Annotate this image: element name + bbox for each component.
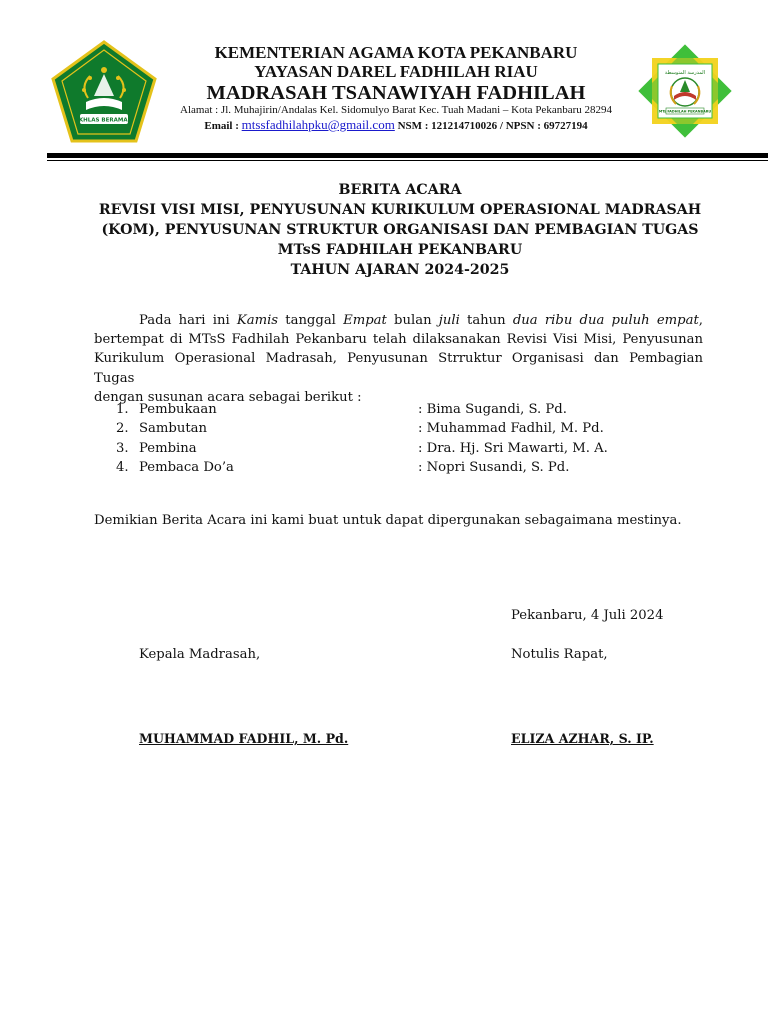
- intro-line-1: Pada hari ini Kamis tanggal Empat bulan juli tahun dua ribu dua puluh empat,: [139, 313, 703, 328]
- intro-line-2: bertempat di MTsS Fadhilah Pekanbaru telah dilaksanakan Revisi Visi Misi, Penyusunan: [94, 332, 703, 348]
- agenda-value: : Bima Sugandi, S. Pd.: [418, 402, 567, 417]
- kop-yayasan: YAYASAN DAREL FADHILAH RIAU: [254, 62, 538, 81]
- kop-address: Alamat : Jl. Muhajirin/Andalas Kel. Sidomulyo Barat Kec. Tuah Madani – Kota Pekanbaru 28294: [180, 104, 612, 116]
- agenda-number: 3.: [116, 441, 129, 456]
- kop-madrasah: MADRASAH TSANAWIYAH FADHILAH: [206, 82, 586, 104]
- kop-kementerian: KEMENTERIAN AGAMA KOTA PEKANBARU: [214, 43, 578, 62]
- agenda-number: 4.: [116, 460, 129, 475]
- kop-contact: [12, 117, 768, 133]
- doc-title: BERITA ACARA: [338, 182, 462, 198]
- email-link[interactable]: mtssfadhilahpku@gmail.com: [241, 117, 395, 132]
- closing-sentence: Demikian Berita Acara ini kami buat untuk dapat dipergunakan sebagaimana mestinya.: [94, 513, 682, 528]
- doc-subtitle-3: MTsS FADHILAH PEKANBARU: [277, 242, 523, 258]
- intro-hari: Kamis: [236, 313, 279, 328]
- intro-line-4: dengan susunan acara sebagai berikut :: [94, 389, 362, 405]
- agenda-label: Pembukaan: [139, 402, 217, 417]
- agenda-value: : Nopri Susandi, S. Pd.: [418, 460, 570, 475]
- header-rule-thin: [47, 160, 768, 161]
- agenda-number: 2.: [116, 421, 129, 436]
- nsm-npsn: NSM : 121214710026 / NPSN : 69727194: [394, 120, 588, 132]
- kemenag-logo-text: IKHLAS BERAMAL: [76, 117, 132, 124]
- intro-tanggal: Empat: [343, 313, 387, 328]
- signature-role-left: Kepala Madrasah,: [139, 647, 261, 662]
- agenda-value: : Muhammad Fadhil, M. Pd.: [418, 421, 604, 436]
- place-date: Pekanbaru, 4 Juli 2024: [511, 608, 664, 623]
- agenda-number: 1.: [116, 402, 129, 417]
- agenda-label: Pembina: [139, 441, 197, 456]
- doc-subtitle-1: REVISI VISI MISI, PENYUSUNAN KURIKULUM OPERASIONAL MADRASAH: [98, 202, 702, 218]
- agenda-label: Sambutan: [139, 421, 207, 436]
- intro-bulan: juli: [438, 313, 460, 328]
- intro-tahun: dua ribu dua puluh empat: [512, 313, 699, 328]
- email-label: Email :: [204, 120, 242, 132]
- signature-name-left: MUHAMMAD FADHIL, M. Pd.: [139, 731, 349, 746]
- intro-paragraph: [94, 311, 703, 407]
- doc-subtitle-4: TAHUN AJARAN 2024-2025: [290, 262, 510, 278]
- agenda-value: : Dra. Hj. Sri Mawarti, M. A.: [418, 441, 608, 456]
- mts-logo-arabic: المدرسة المتوسطة: [664, 70, 706, 76]
- intro-line-3: Kurikulum Operasional Madrasah, Penyusunan Strruktur Organisasi dan Pembagian Tugas: [94, 351, 703, 386]
- agenda-label: Pembaca Do’a: [139, 460, 234, 475]
- header-rule-thick: [47, 153, 768, 158]
- doc-subtitle-2: (KOM), PENYUSUNAN STRUKTUR ORGANISASI DAN PEMBAGIAN TUGAS: [101, 222, 699, 238]
- signature-name-right: ELIZA AZHAR, S. IP.: [511, 731, 654, 746]
- signature-role-right: Notulis Rapat,: [511, 647, 608, 662]
- mts-logo-text: MTs FADHILAH PEKANBARU: [658, 109, 712, 114]
